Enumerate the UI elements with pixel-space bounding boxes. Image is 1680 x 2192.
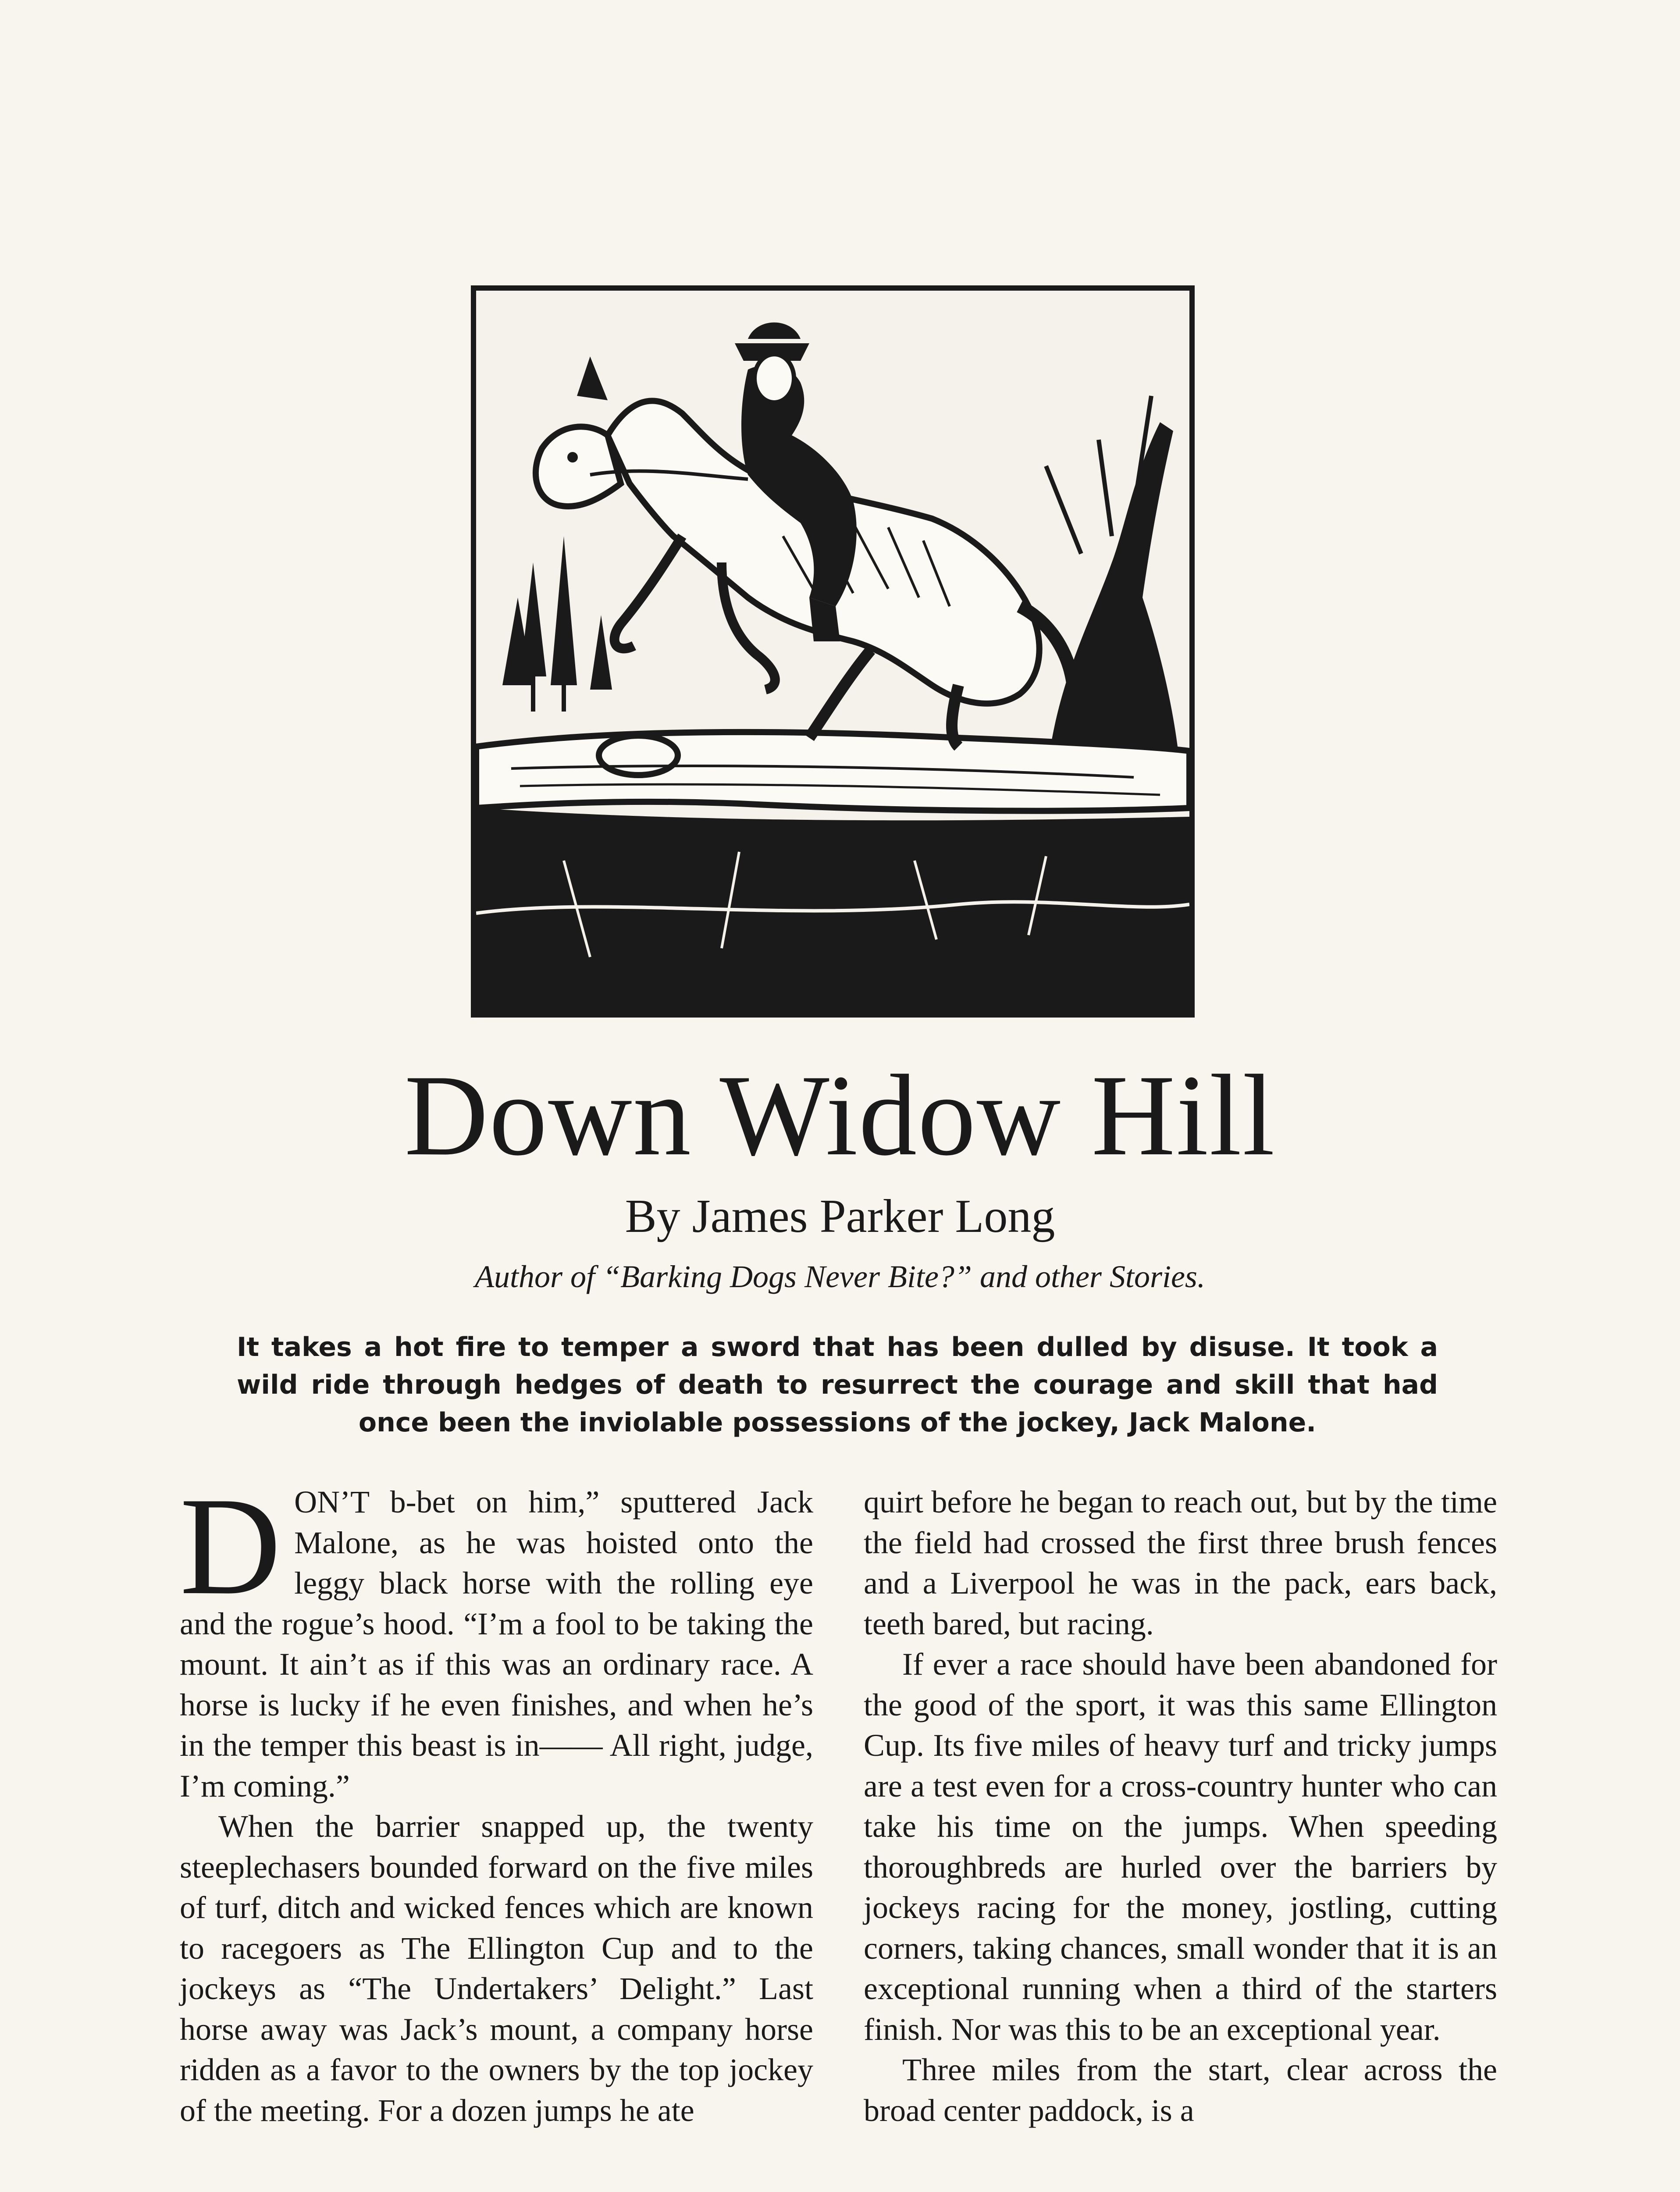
horse-jumping-log-icon [476,291,1189,1012]
paragraph-1 [180,1469,813,1806]
paragraph-2: When the barrier snapped up, the twenty steeplechasers bounded forward on the five miles of turf, ditch and wicked fences which are known to racegoers as The Ellington Cup and to the jockeys as “The Undertakers’ Delight.” Last horse away was Jack’s mount, a company horse ridden as a favor to the owners by the top jockey of the meeting. For a dozen jumps he ate [180,1809,813,2128]
paragraph-4: Three miles from the start, clear across the broad center paddock, is a [864,2052,1497,2128]
column-right [864,1482,1497,2131]
story-illustration [471,285,1195,1018]
paragraph-1-text: ON’T b-bet on him,” sputtered Jack Malone, as he was hoisted onto the leggy black horse with the rolling eye and the rogue’s hood. “I’m a fool to be taking the mount. It ain’t as if this was an ordinary race. A horse is lucky if he even finishes, and when he’s in the temper this beast is in—— All right, judge, I’m coming.” [180,1484,813,1804]
paragraph-2-continued: quirt before he began to reach out, but by the time the field had crossed the first three brush fences and a Liverpool he was in the pack, ears back, teeth bared, but racing. [864,1484,1497,1641]
story-title: Down Widow Hill [404,1051,1276,1180]
drop-cap: D [180,1469,281,1624]
author-credits: Author of “Barking Dogs Never Bite?” and other Stories. [475,1259,1205,1294]
column-left [180,1469,813,2131]
paragraph-3: If ever a race should have been abandoned for the good of the sport, it was this same Ellington Cup. Its five miles of heavy turf and tricky jumps are a test even for a cross-country hunter who can take his time on the jumps. When speeding thoroughbreds are hurled over the barriers by jockeys racing for the money, jostling, cutting corners, taking chances, small wonder that it is an exceptional running when a third of the starters finish. Nor was this to be an exceptional year. [864,1647,1497,2047]
byline: By James Parker Long [625,1190,1055,1242]
story-blurb: It takes a hot fire to temper a sword that has been dulled by disuse. It took a wild ride through hedges of death to resurrect the courage and skill that had once been the inviolable possessions of the jockey, Jack Malone. [237,1332,1438,1438]
